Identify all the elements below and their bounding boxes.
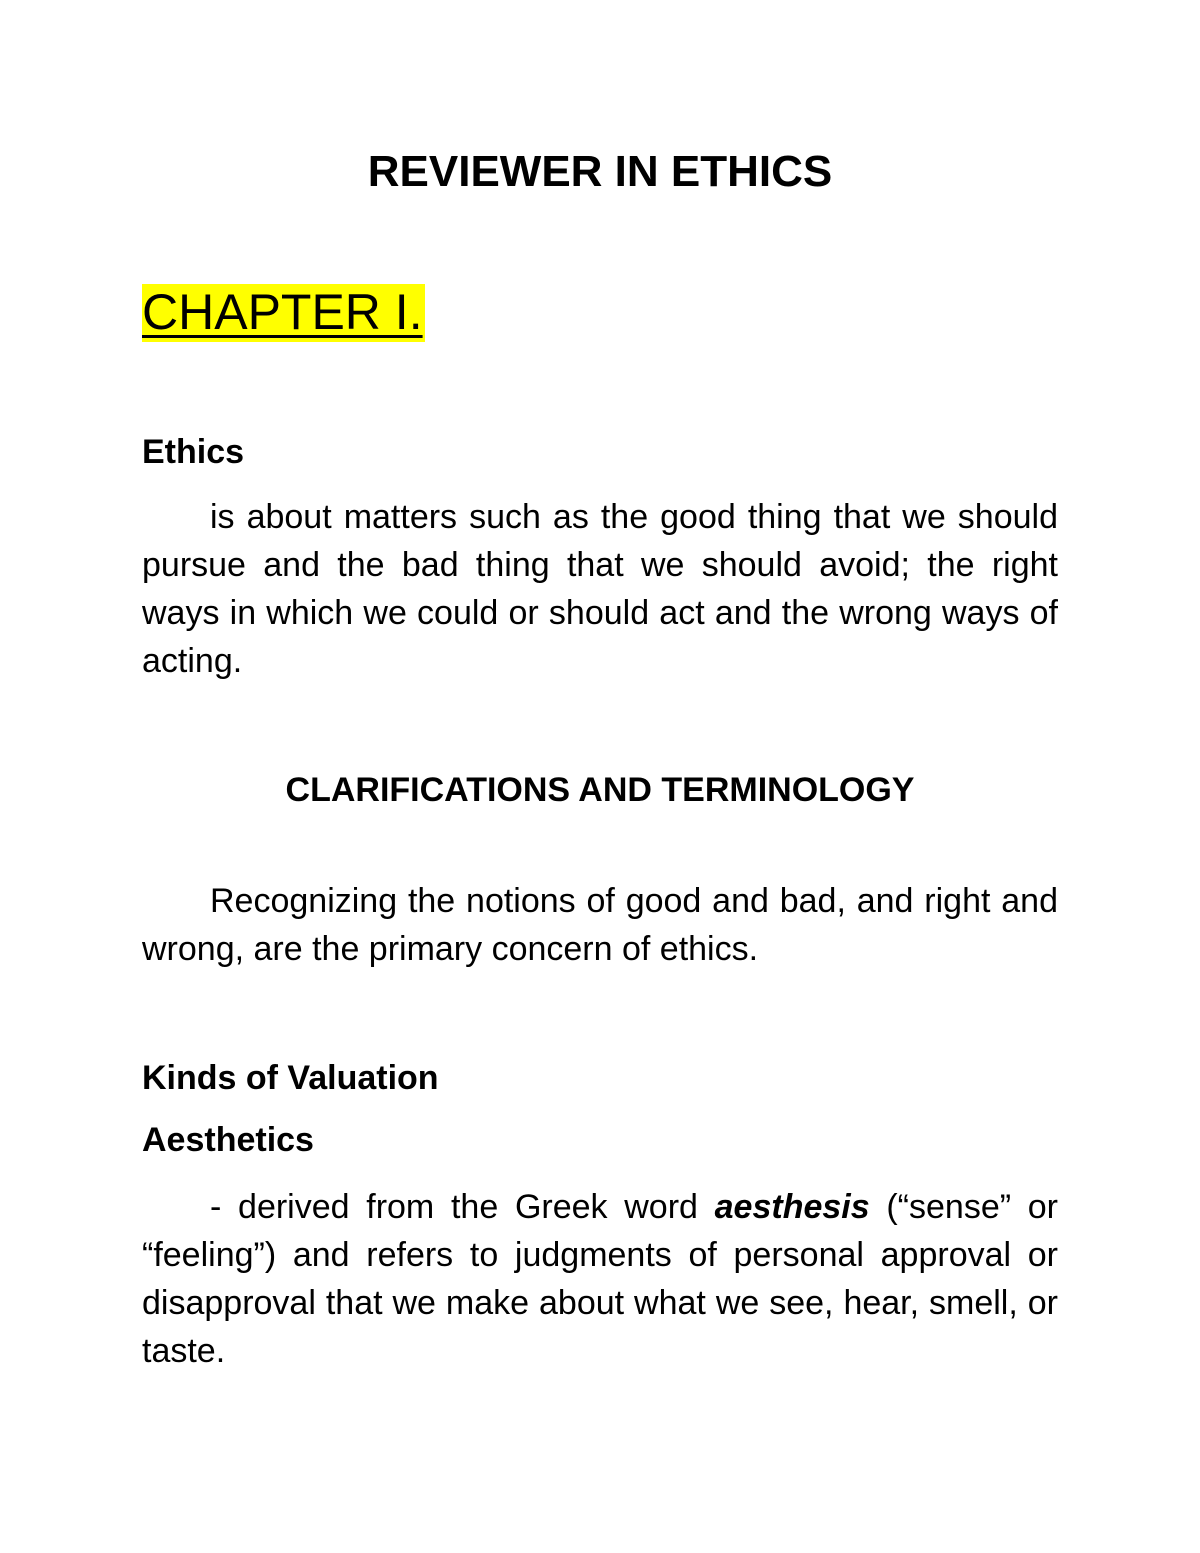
ethics-definition: is about matters such as the good thing that we should pursue and the bad thing that we should avoid; the right ways in which we could or should act and the wrong ways of acting. <box>142 498 1058 680</box>
aesthetics-text-after: (“sense” or “feeling”) and refers to judgments of personal approval or disapproval that we make about what we see, hear, smell, or taste. <box>142 1188 1058 1370</box>
clarifications-heading: CLARIFICATIONS AND TERMINOLOGY <box>285 771 915 809</box>
aesthetics-term: Aesthetics <box>142 1121 314 1159</box>
valuation-heading: Kinds of Valuation <box>142 1059 439 1097</box>
aesthetics-text-before: - derived from the Greek word <box>210 1188 715 1226</box>
aesthesis-word: aesthesis <box>714 1188 870 1226</box>
document-title: REVIEWER IN ETHICS <box>367 147 833 196</box>
ethics-term: Ethics <box>142 433 245 471</box>
chapter-heading <box>142 280 425 344</box>
chapter-heading-highlight: CHAPTER I. <box>142 284 423 340</box>
aesthetics-definition <box>142 1183 1058 1375</box>
clarifications-text: Recognizing the notions of good and bad, and right and wrong, are the primary concern of ethics. <box>142 882 1058 968</box>
